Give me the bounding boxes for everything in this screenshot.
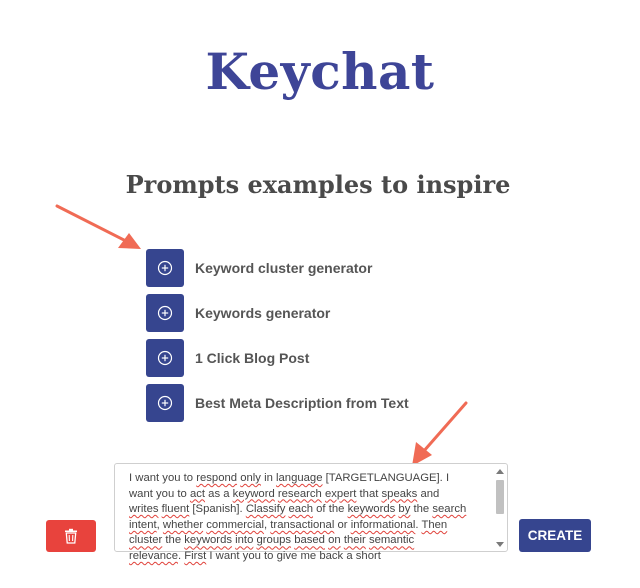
add-prompt-button[interactable] [146, 294, 184, 332]
plus-circle-icon [157, 350, 173, 366]
delete-button[interactable] [46, 520, 96, 552]
prompt-label[interactable]: Best Meta Description from Text [195, 395, 409, 411]
prompt-textarea[interactable] [114, 463, 508, 562]
trash-icon [64, 528, 78, 544]
prompt-label[interactable]: Keywords generator [195, 305, 331, 321]
prompt-item-keywords-generator[interactable] [146, 294, 330, 332]
scroll-down-arrow-icon[interactable] [496, 542, 504, 547]
prompt-label[interactable]: Keyword cluster generator [195, 260, 373, 276]
plus-circle-icon [157, 395, 173, 411]
section-title: Prompts examples to inspire [125, 170, 511, 199]
plus-circle-icon [157, 305, 173, 321]
prompt-text[interactable]: I want you to respond only in language [TARGETLANGUAGE]. I want you to act as a keyword research expert that speaks and writes fluent [Spanish]. Classify each of the keywords by the search intent, whether commercial, transactional or informational. Then cluster the keywords into groups based on their semantic relevance. First I want you to give me back a short [129, 472, 467, 562]
plus-circle-icon [157, 260, 173, 276]
add-prompt-button[interactable] [146, 249, 184, 287]
prompt-item-keyword-cluster-generator[interactable] [146, 249, 372, 287]
add-prompt-button[interactable] [146, 384, 184, 422]
scroll-thumb[interactable] [496, 480, 504, 514]
add-prompt-button[interactable] [146, 339, 184, 377]
scroll-up-arrow-icon[interactable] [496, 469, 504, 474]
prompt-item-1-click-blog-post[interactable] [146, 339, 309, 377]
prompt-label[interactable]: 1 Click Blog Post [195, 350, 310, 366]
app-title: Keychat [205, 42, 435, 101]
textarea-scrollbar[interactable] [495, 466, 505, 550]
create-button[interactable]: CREATE [519, 519, 591, 552]
prompt-item-best-meta-description[interactable] [146, 384, 409, 422]
